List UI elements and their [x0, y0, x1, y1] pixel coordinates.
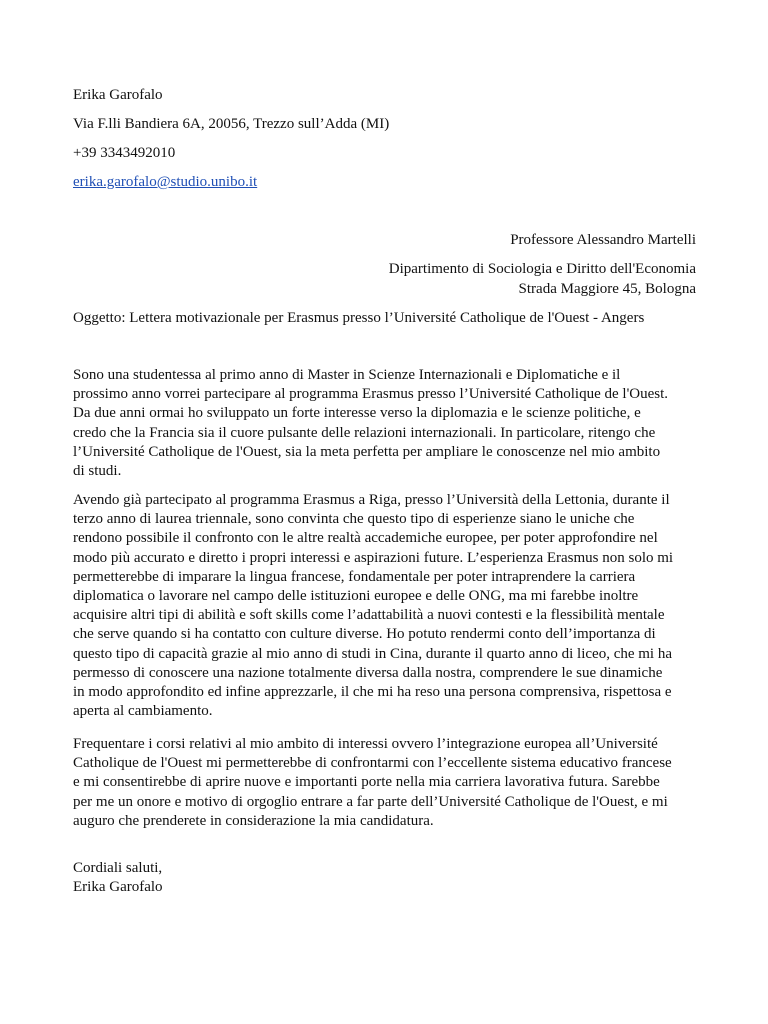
paragraph-line: Sono una studentessa al primo anno di Master in Scienze Internazionali e Diplomatiche e il: [73, 367, 621, 383]
sender-phone: +39 3343492010: [73, 145, 176, 161]
paragraph-line: Avendo già partecipato al programma Erasmus a Riga, presso l’Università della Lettonia, durante il: [73, 492, 670, 508]
paragraph-line: permetterebbe di imparare la lingua francese, fondamentale per poter intraprendere la carriera: [73, 568, 636, 585]
body-paragraph-2: [73, 491, 698, 721]
paragraph-line: auguro che prenderete in considerazione la mia candidatura.: [73, 812, 434, 829]
paragraph-line: aperta al cambiamento.: [73, 703, 213, 720]
body-paragraph-1: [73, 366, 698, 481]
paragraph-line: e mi consentirebbe di aprire nuove e importanti porte nella mia carriera lavorativa futura. Sarebbe: [73, 774, 660, 791]
paragraph-line: permesso di conoscere una nazione totalmente diversa dalla nostra, comprendere le sue dinamiche: [73, 664, 663, 681]
body-paragraph-3: [73, 735, 698, 831]
paragraph-line: modo più accurato e diretto i propri interessi e aspirazioni future. L’esperienza Erasmus non solo mi: [73, 549, 674, 566]
paragraph-line: credo che la Francia sia il cuore pulsante delle relazioni internazionali. In particolare, ritengo che: [73, 424, 656, 441]
paragraph-line: acquisire altri tipi di abilità e soft skills come l’adattabilità a nuovi contesti e la flessibilità mentale: [73, 607, 665, 624]
sender-address: Via F.lli Bandiera 6A, 20056, Trezzo sull’Adda (MI): [73, 116, 390, 132]
paragraph-line: di studi.: [73, 463, 122, 480]
paragraph-line: questo tipo di capacità grazie al mio anno di studi in Cina, durante il quarto anno di liceo, che mi ha: [73, 645, 672, 662]
recipient-address: Strada Maggiore 45, Bologna: [518, 281, 696, 297]
paragraph-line: che serve quando si ha contatto con culture diverse. Ho potuto rendermi conto dell’importanza di: [73, 626, 656, 643]
paragraph-line: in modo approfondito ed infine apprezzarle, il che mi ha reso una persona comprensiva, rispettosa e: [73, 684, 672, 701]
paragraph-line: rendono possibile il confronto con le altre realtà accademiche europee, per poter approfondire nel: [73, 530, 658, 547]
closing-salutation: Cordiali saluti,: [73, 860, 163, 876]
paragraph-line: prossimo anno vorrei partecipare al programma Erasmus presso l’Université Catholique de l'Ouest.: [73, 386, 669, 403]
paragraph-line: Da due anni ormai ho sviluppato un forte interesse verso la diplomazia e le scienze politiche, e: [73, 405, 641, 422]
sender-name: Erika Garofalo: [73, 87, 163, 103]
paragraph-line: diplomatica o lavorare nel campo delle istituzioni europee e delle ONG, ma mi farebbe inoltre: [73, 588, 639, 605]
paragraph-line: per me un onore e motivo di orgoglio entrare a far parte dell’Université Catholique de l'Ouest, e mi: [73, 793, 668, 810]
letter-subject: Oggetto: Lettera motivazionale per Erasmus presso l’Université Catholique de l'Ouest - Angers: [73, 310, 645, 326]
paragraph-line: terzo anno di laurea triennale, sono convinta che questo tipo di esperienze siano le uniche che: [73, 511, 635, 528]
recipient-department: Dipartimento di Sociologia e Diritto dell'Economia: [388, 261, 696, 277]
paragraph-line: l’Université Catholique de l'Ouest, sia la meta perfetta per ampliare le conoscenze nel mio ambito: [73, 443, 661, 460]
paragraph-line: Catholique de l'Ouest mi permetterebbe di confrontarmi con l’eccellente sistema educativo francese: [73, 755, 672, 772]
paragraph-line: Frequentare i corsi relativi al mio ambito di interessi ovvero l’integrazione europea all’Université: [73, 736, 658, 752]
recipient-name: Professore Alessandro Martelli: [510, 232, 696, 248]
sender-email-link[interactable]: erika.garofalo@studio.unibo.it: [73, 174, 258, 190]
closing-signature: Erika Garofalo: [73, 879, 163, 895]
